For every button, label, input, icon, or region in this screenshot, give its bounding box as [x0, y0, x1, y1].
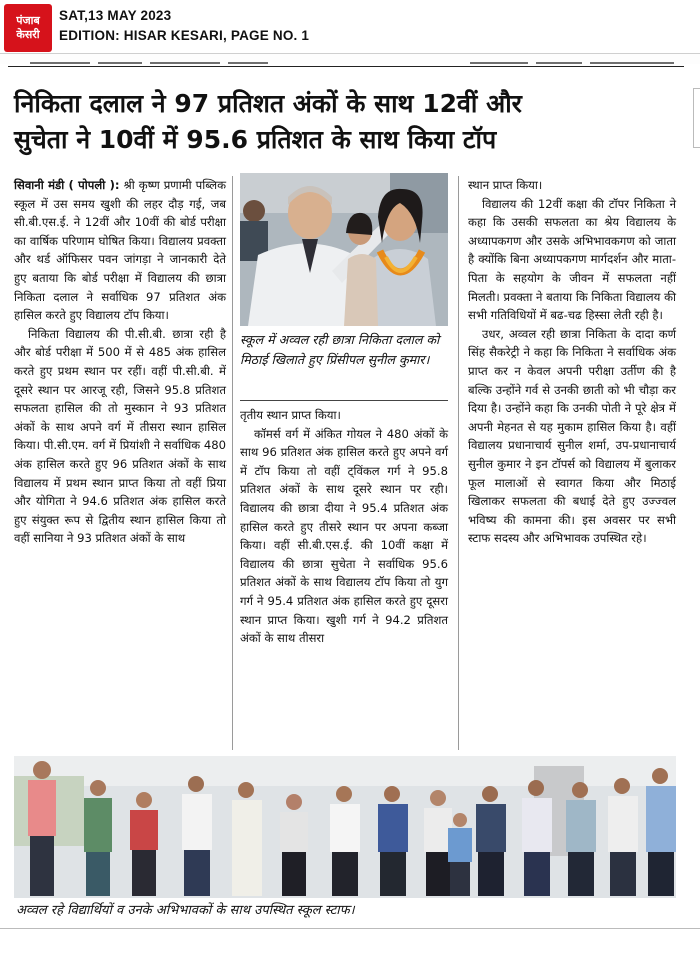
article-headline	[14, 86, 684, 158]
article-paragraph: स्थान प्राप्त किया।	[468, 178, 543, 192]
caption-rule	[240, 400, 448, 401]
photo-illustration	[240, 173, 448, 326]
punjab-kesari-logo	[4, 4, 52, 52]
article-paragraph: उधर, अव्वल रही छात्रा निकिता के दादा कर्ण सिंह सैकरेट्री ने कहा कि निकिता ने सर्वाधिक अंक प्राप्त कर न केवल अपनी परीक्षा उर्तीण की है बल्कि उन्होंने गर्व से उनकी छाती को भी चौड़ा कर दिया है। उन्होंने कहा कि उनकी पोती ने पूरे क्षेत्र में अपनी मेहनत से यह मुकाम हासिल किया है। वहीं विद्यालय प्रधानाचार्य सुनील शर्मा, उप-प्रधानाचार्य सुनील कुमार ने इन टॉपर्स को विद्यालय में बुलाकर फूल मालाओं से स्वागत किया और मिठाई खिलाकर सफलता की बधाई देते हुए उज्ज्वल भविष्य की कामना की। इस अवसर पर सभी स्टाफ सदस्य और अभिभावक उपस्थित रहे।	[468, 326, 676, 546]
headline-line-1: निकिता दलाल ने 97 प्रतिशत अंकों के साथ 12वीं और	[14, 89, 522, 118]
page-header	[0, 0, 700, 54]
column-divider	[458, 176, 459, 750]
article-paragraph	[14, 176, 226, 325]
article-column-3	[468, 176, 676, 548]
article-dateline: सिवानी मंडी ( पोपली ):	[14, 178, 120, 192]
paragraph-text: श्री कृष्ण प्रणामी पब्लिक स्कूल में उस समय खुशी की लहर दौड़ गई, जब सी.बी.एस.ई. ने 12वीं और 10वीं की बोर्ड परीक्षा का वार्षिक परिणाम घोषित किया। विद्यालय प्रवक्ता और थर्ड ऑफिसर पवन जांगड़ा ने जानकारी देते हुए बताया कि बोर्ड परीक्षा में विद्यालय की छात्रा निकिता दलाल ने सर्वाधिक 97 प्रतिशत अंक हासिल करते हुए विद्यालय टॉप किया।	[14, 178, 226, 323]
article-paragraph: विद्यालय की 12वीं कक्षा की टॉपर निकिता ने कहा कि उसकी सफलता का श्रेय विद्यालय के अध्यापकगण और उसके अभिभावकगण को जाता है क्योंकि बिना अध्यापकगण मार्गदर्शन और माता-पिता के सहयोग के जीवन में सफलता नहीं मिलती। प्रवक्ता ने बताया कि निकिता विद्यालय की सभी गतिविधियों में बढ-चढ हिस्सा लेती रही है।	[468, 196, 676, 323]
article-top-rule	[8, 66, 684, 67]
article-paragraph: निकिता विद्यालय की पी.सी.बी. छात्रा रही है और बोर्ड परीक्षा में 500 में से 485 अंक हासिल करते हुए प्रथम स्थान पर रहीं। वहीं पी.सी.बी. में दूसरे स्थान पर आरजू रही, जिसने 95.8 प्रतिशत सफलता हासिल की तो मुस्कान ने 93 प्रतिशत अंकों के साथ अपने वर्ग में तीसरा स्थान हासिल किया। पी.सी.एम. वर्ग में प्रियांशी ने सर्वाधिक 480 अंक हासिल करते हुए 96 प्रतिशत अंकों के साथ विद्यालय में प्रथम स्थान प्राप्त किया तो वहीं प्रिया और योगिता ने 94.6 प्रतिशत अंक हासिल करते हुए संयुक्त रूप से द्वितीय स्थान हासिल किया तो वहीं सानिया ने 93 प्रतिशत अंकों के साथ	[14, 326, 226, 546]
previous-article-strip	[0, 54, 700, 64]
group-photo	[14, 756, 676, 898]
edition-info: EDITION: HISAR KESARI, PAGE NO. 1	[59, 28, 310, 43]
group-photo-caption: अव्वल रहे विद्यार्थियों व उनके अभिभावकों के साथ उपस्थित स्कूल स्टाफ।	[16, 903, 355, 918]
logo-line-2: केसरी	[16, 28, 40, 41]
headline-line-2: सुचेता ने 10वीं में 95.6 प्रतिशत के साथ किया टॉप	[14, 125, 497, 154]
article-paragraph: कॉमर्स वर्ग में अंकित गोयल ने 480 अंकों के साथ 96 प्रतिशत अंक हासिल करते हुए अपने वर्ग में टॉप किया तो वहीं ट्विंकल गर्ग ने 95.8 प्रतिशत अंकों के साथ दूसरे स्थान पर रही। विद्यालय की छात्रा दीया ने 95.4 प्रतिशत अंक हासिल करते हुए तीसरे स्थान पर अपना कब्जा किया। वहीं सी.बी.एस.ई. की 10वीं कक्षा में विद्यालय की छात्रा सुचेता ने सर्वाधिक 95.6 प्रतिशत अंकों के साथ विद्यालय टॉप किया तो युग गर्ग ने 95.4 प्रतिशत अंक हासिल करते हुए दूसरा स्थान प्राप्त किया। खुशी गर्ग ने 94.2 प्रतिशत अंकों के साथ तीसरा	[240, 426, 448, 646]
column-divider	[232, 176, 233, 750]
article-paragraph: तृतीय स्थान प्राप्त किया।	[240, 408, 341, 422]
clipped-text-decoration	[0, 59, 700, 64]
group-photo-illustration	[14, 756, 676, 898]
article-column-1	[14, 176, 226, 548]
issue-date: SAT,13 MAY 2023	[59, 8, 172, 23]
photo-caption: स्कूल में अव्वल रही छात्रा निकिता दलाल को मिठाई खिलाते हुए प्रिंसीपल सुनील कुमार।	[240, 332, 440, 367]
logo-line-1: पंजाब	[16, 14, 40, 27]
page-bottom-rule	[0, 928, 700, 929]
principal-feeding-sweets-photo	[240, 173, 448, 326]
adjacent-article-edge	[693, 88, 700, 148]
article-column-2	[240, 406, 448, 648]
